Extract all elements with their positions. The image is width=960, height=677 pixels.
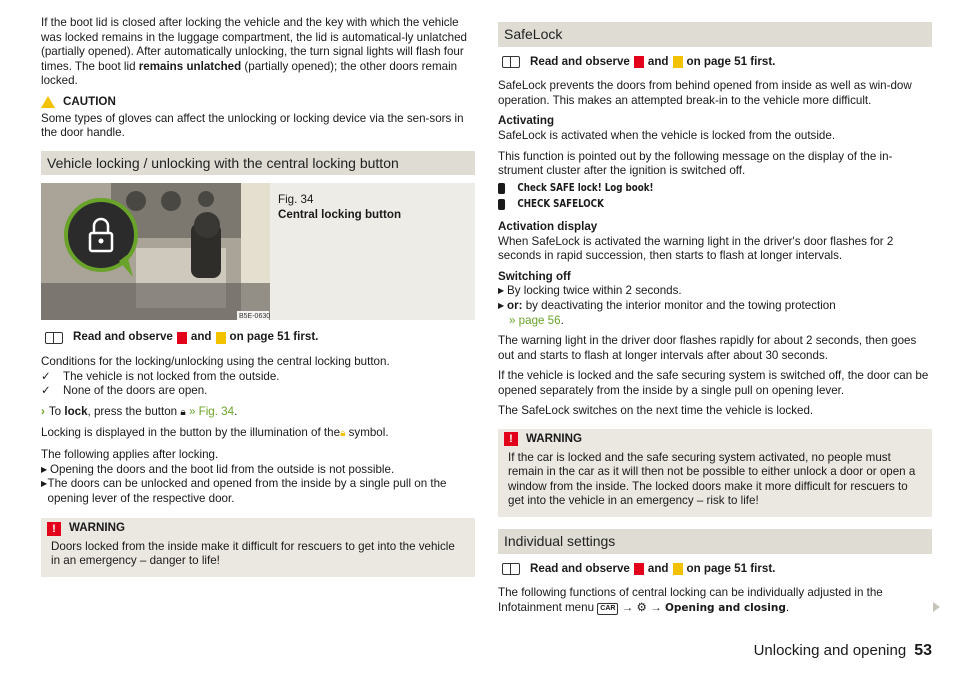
warning-header xyxy=(41,518,475,539)
warning-box xyxy=(41,518,475,577)
warning-text: Doors locked from the inside make it difficult for rescuers to get into the vehicle in an emergency – danger to life! xyxy=(51,539,455,568)
caution-header xyxy=(41,95,475,110)
warning-icon: ! xyxy=(47,522,61,536)
bullet-icon: ▶ xyxy=(41,479,48,489)
next-time-text: The SafeLock switches on the next time the vehicle is locked. xyxy=(498,404,814,418)
read-observe-row xyxy=(41,330,475,345)
locked-text: If the vehicle is locked and the safe securing system is switched off, the door can be opened separately from the inside by a single pull on opening lever. xyxy=(498,369,929,397)
after-item xyxy=(41,463,475,478)
after-item xyxy=(41,477,475,506)
lock-step-bold: lock xyxy=(64,404,88,418)
caution-symbol-icon xyxy=(673,563,683,575)
footer-section: Unlocking and opening xyxy=(753,642,907,659)
menu-path-end: Opening and closing xyxy=(664,601,786,614)
display-text-a: Locking is displayed in the button by the illumination of the xyxy=(41,426,341,440)
read-observe-row xyxy=(498,562,932,577)
display-text-b: symbol. xyxy=(345,426,389,440)
intro-text-bold: remains unlatched xyxy=(138,59,242,73)
checkmark-icon: ✓ xyxy=(41,369,51,383)
function-text: This function is pointed out by the following message on the display of the in-strument cluster after the ignition is switched off. xyxy=(498,149,893,178)
right-column xyxy=(498,22,932,621)
display-message xyxy=(498,181,880,196)
bullet-icon: ▶ xyxy=(498,300,505,310)
lock-symbol-icon: 🔒︎ xyxy=(340,428,346,440)
caution-title: CAUTION xyxy=(63,94,116,108)
switch-off-item xyxy=(498,284,932,299)
section-title-central-locking: Vehicle locking / unlocking with the central locking button xyxy=(41,151,475,176)
central-locking-illustration xyxy=(41,183,270,320)
condition-text: The vehicle is not locked from the outside. xyxy=(63,369,280,383)
lock-step-a: To xyxy=(48,404,65,418)
read-observe-and: and xyxy=(190,330,212,344)
display-message-text: Check SAFE lock! Log book! xyxy=(517,180,654,194)
section-title-safelock: SafeLock xyxy=(498,22,932,47)
figure-image xyxy=(41,183,270,320)
read-observe-text: Read and observe xyxy=(73,330,173,344)
checkmark-icon: ✓ xyxy=(41,384,51,398)
safelock-intro: SafeLock prevents the doors from behind opened from inside as well as win-dow operation. This makes an attempted break-in to the vehicle more difficult. xyxy=(498,79,912,107)
warning-light-text: The warning light in the driver door flashes rapidly for about 2 seconds, then goes out and starts to flash at longer intervals after about 30 seconds. xyxy=(498,334,917,362)
switch-off-bold: or: xyxy=(507,298,523,312)
condition-text: None of the doors are open. xyxy=(63,384,208,398)
bullet-icon: ▶ xyxy=(498,286,505,296)
read-observe-page: on page 51 first. xyxy=(686,561,776,575)
read-observe-and: and xyxy=(647,54,669,68)
warning-title: WARNING xyxy=(526,432,583,446)
activating-text: SafeLock is activated when the vehicle is locked from the outside. xyxy=(498,128,836,142)
switch-off-text: By locking twice within 2 seconds. xyxy=(507,284,682,298)
figure-caption xyxy=(270,183,409,320)
display-message-text: CHECK SAFELOCK xyxy=(517,197,604,211)
lock-step xyxy=(41,405,475,421)
warning-title: WARNING xyxy=(69,521,126,535)
after-item-text: Opening the doors and the boot lid from the outside is not possible. xyxy=(50,462,395,476)
activating-title: Activating xyxy=(498,114,555,128)
display-type-icon xyxy=(498,199,505,210)
warning-header xyxy=(498,429,932,450)
page-footer xyxy=(754,644,932,659)
section-title-individual-settings: Individual settings xyxy=(498,529,932,554)
warning-icon: ! xyxy=(504,432,518,446)
activation-display-text: When SafeLock is activated the warning light in the driver's door flashes for 2 seconds in rapid succession, then starts to flash at longer intervals. xyxy=(498,234,894,263)
figure-link[interactable]: » Fig. 34 xyxy=(188,404,235,418)
book-icon xyxy=(45,332,63,344)
left-column xyxy=(41,16,475,577)
lock-step-b: , press the button xyxy=(87,404,178,418)
settings-text-a: The following functions of central locking can be individually adjusted in the Infotainment menu xyxy=(498,586,883,614)
read-observe-and: and xyxy=(647,561,669,575)
figure-code: B5E-0630 xyxy=(239,313,270,321)
read-observe-row xyxy=(498,55,932,70)
read-observe-page: on page 51 first. xyxy=(686,54,776,68)
caution-symbol-icon xyxy=(216,332,226,344)
page-56-link[interactable]: » page 56 xyxy=(509,313,561,327)
lock-step-c: . xyxy=(234,404,238,418)
menu-end-dot: . xyxy=(785,600,790,614)
warning-symbol-icon xyxy=(634,563,644,575)
intro-paragraph xyxy=(41,16,475,89)
condition-item xyxy=(41,384,475,399)
page-number: 53 xyxy=(914,642,932,659)
activation-display-title: Activation display xyxy=(498,219,598,233)
figure-caption-text: Central locking button xyxy=(278,207,402,221)
read-observe-text: Read and observe xyxy=(530,54,630,68)
warning-symbol-icon xyxy=(634,56,644,68)
after-locking-intro: The following applies after locking. xyxy=(41,447,219,461)
read-observe-text: Read and observe xyxy=(530,561,630,575)
intro-text-b: (partially opened); the other doors remain locked. xyxy=(41,59,458,88)
caution-text: Some types of gloves can affect the unlocking or locking device via the sen-sors in the door handle. xyxy=(41,111,464,140)
settings-gear-icon: ⚙ xyxy=(636,600,647,614)
lock-button-icon: 🔒︎ xyxy=(180,406,186,418)
switch-off-text: by deactivating the interior monitor and the towing protection xyxy=(522,298,836,312)
book-icon xyxy=(502,56,520,68)
display-text xyxy=(41,426,475,442)
intro-text-a: If the boot lid is closed after locking the vehicle and the key with which the vehicle was locked remains in the luggage compartment, the lid is automatical-ly unlatched (partially opened). After automatically unlocking, the turn signal lights will flash four times. The boot lid xyxy=(41,16,467,73)
step-arrow-icon: › xyxy=(41,404,45,418)
switch-off-end: . xyxy=(560,313,564,327)
switch-off-item xyxy=(498,299,932,328)
figure-number: Fig. 34 xyxy=(278,193,314,207)
condition-item xyxy=(41,370,475,385)
display-type-icon xyxy=(498,183,505,194)
switching-off-title: Switching off xyxy=(498,269,571,283)
display-message xyxy=(498,197,880,212)
bullet-icon: ▶ xyxy=(41,464,48,474)
warning-symbol-icon xyxy=(177,332,187,344)
continue-arrow-icon xyxy=(933,602,940,612)
after-item-text: The doors can be unlocked and opened from the inside by a single pull on the opening lever of the respective door. xyxy=(47,477,447,505)
caution-symbol-icon xyxy=(673,56,683,68)
conditions-intro: Conditions for the locking/unlocking using the central locking button. xyxy=(41,354,390,368)
warning-box xyxy=(498,429,932,517)
car-key-icon: CAR xyxy=(597,603,618,615)
book-icon xyxy=(502,563,520,575)
settings-text: The following functions of central locking can be individually adjusted in the Infotainment menu CAR → ⚙ → Opening and closing. xyxy=(498,586,883,614)
caution-icon xyxy=(41,96,55,108)
read-observe-page: on page 51 first. xyxy=(229,330,319,344)
warning-text: If the car is locked and the safe securing system activated, no people must remain in the car as it will then not be possible to either unlock a door or open a window from the inside. The locked doors make it more difficult for rescuers to get into the vehicle in an emergency – risk to life! xyxy=(508,450,916,508)
figure-34 xyxy=(41,183,475,320)
